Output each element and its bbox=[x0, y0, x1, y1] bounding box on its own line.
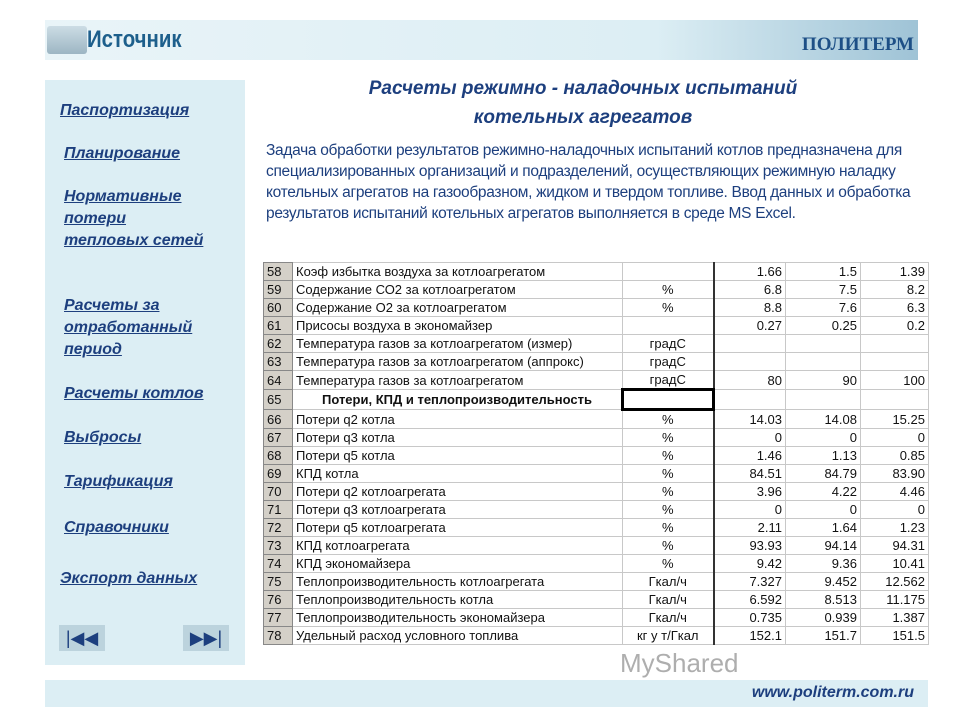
logo-image bbox=[47, 26, 87, 54]
row-name[interactable]: Потери q3 котлоагрегата bbox=[293, 501, 623, 519]
row-name[interactable]: КПД котлоагрегата bbox=[293, 537, 623, 555]
row-number[interactable]: 66 bbox=[264, 410, 293, 429]
value-1[interactable]: 7.327 bbox=[714, 573, 786, 591]
value-1[interactable]: 14.03 bbox=[714, 410, 786, 429]
value-1[interactable]: 0.735 bbox=[714, 609, 786, 627]
row-name[interactable]: Температура газов за котлоагрегатом (измер) bbox=[293, 335, 623, 353]
nav-heat-losses[interactable]: Нормативные потери тепловых сетей bbox=[64, 188, 204, 249]
value-2[interactable]: 0.25 bbox=[786, 317, 861, 335]
table-row bbox=[264, 429, 929, 447]
value-3[interactable]: 1.39 bbox=[861, 263, 929, 281]
value-2[interactable]: 0 bbox=[786, 501, 861, 519]
value-3[interactable]: 10.41 bbox=[861, 555, 929, 573]
table-row bbox=[264, 447, 929, 465]
value-3[interactable]: 15.25 bbox=[861, 410, 929, 429]
table-row bbox=[264, 299, 929, 317]
table-row bbox=[264, 281, 929, 299]
value-3[interactable]: 12.562 bbox=[861, 573, 929, 591]
value-3[interactable]: 94.31 bbox=[861, 537, 929, 555]
row-number[interactable]: 61 bbox=[264, 317, 293, 335]
row-unit[interactable]: % bbox=[623, 555, 714, 573]
row-number[interactable]: 64 bbox=[264, 371, 293, 390]
row-number[interactable]: 63 bbox=[264, 353, 293, 371]
row-unit[interactable]: % bbox=[623, 501, 714, 519]
description: Задача обработки результатов режимно-наладочных испытаний котлов предназначена для специализированных организаций и подразделений, осуществляющих режимную наладку котельных агрегатов на газообразном, жидком и твердом топливе. Ввод данных и обработка результатов испытаний котельных агрегатов выполняется в среде MS Excel. bbox=[266, 142, 911, 222]
row-unit[interactable]: градС bbox=[623, 371, 714, 390]
table-row bbox=[264, 501, 929, 519]
table-row bbox=[264, 591, 929, 609]
value-1[interactable]: 8.8 bbox=[714, 299, 786, 317]
nav-tariffs[interactable]: Тарификация bbox=[64, 473, 173, 490]
row-name[interactable]: Присосы воздуха в экономайзер bbox=[293, 317, 623, 335]
table-row bbox=[264, 390, 929, 410]
next-button[interactable]: ▶▶| bbox=[183, 625, 229, 651]
row-unit[interactable]: % bbox=[623, 483, 714, 501]
row-number[interactable]: 62 bbox=[264, 335, 293, 353]
row-name[interactable]: Коэф избытка воздуха за котлоагрегатом bbox=[293, 263, 623, 281]
value-2[interactable]: 4.22 bbox=[786, 483, 861, 501]
row-name[interactable]: КПД экономайзера bbox=[293, 555, 623, 573]
table-row bbox=[264, 555, 929, 573]
table-row bbox=[264, 263, 929, 281]
row-unit[interactable]: Гкал/ч bbox=[623, 573, 714, 591]
table-row bbox=[264, 627, 929, 645]
footer-bar bbox=[45, 680, 928, 707]
table-row bbox=[264, 537, 929, 555]
prev-button[interactable]: |◀◀ bbox=[59, 625, 105, 651]
value-3[interactable]: 11.175 bbox=[861, 591, 929, 609]
value-1[interactable]: 80 bbox=[714, 371, 786, 390]
value-3[interactable]: 0.85 bbox=[861, 447, 929, 465]
row-name[interactable]: КПД котла bbox=[293, 465, 623, 483]
nav-planning[interactable]: Планирование bbox=[64, 145, 181, 162]
table-row bbox=[264, 335, 929, 353]
row-unit[interactable] bbox=[623, 390, 714, 410]
row-name[interactable]: Потери q5 котла bbox=[293, 447, 623, 465]
row-number[interactable]: 60 bbox=[264, 299, 293, 317]
value-3[interactable] bbox=[861, 390, 929, 410]
company-logo: ПОЛИТЕРМ bbox=[801, 34, 914, 55]
row-number[interactable]: 67 bbox=[264, 429, 293, 447]
row-unit[interactable]: градС bbox=[623, 353, 714, 371]
row-name[interactable]: Удельный расход условного топлива bbox=[293, 627, 623, 645]
value-1[interactable]: 0.27 bbox=[714, 317, 786, 335]
row-unit[interactable]: % bbox=[623, 537, 714, 555]
sidebar bbox=[45, 80, 245, 665]
row-number[interactable]: 65 bbox=[264, 390, 293, 410]
value-2[interactable]: 8.513 bbox=[786, 591, 861, 609]
row-number[interactable]: 74 bbox=[264, 555, 293, 573]
value-3[interactable]: 6.3 bbox=[861, 299, 929, 317]
row-unit[interactable]: кг у т/Гкал bbox=[623, 627, 714, 645]
value-1[interactable]: 2.11 bbox=[714, 519, 786, 537]
row-number[interactable]: 70 bbox=[264, 483, 293, 501]
value-1[interactable] bbox=[714, 335, 786, 353]
nav-emissions[interactable]: Выбросы bbox=[64, 429, 142, 446]
nav-export[interactable]: Экспорт данных bbox=[60, 570, 198, 587]
row-unit[interactable]: % bbox=[623, 429, 714, 447]
value-2[interactable]: 7.5 bbox=[786, 281, 861, 299]
value-3[interactable]: 4.46 bbox=[861, 483, 929, 501]
value-1[interactable]: 84.51 bbox=[714, 465, 786, 483]
value-2[interactable]: 1.5 bbox=[786, 263, 861, 281]
row-name[interactable]: Потери, КПД и теплопроизводительность bbox=[293, 390, 623, 410]
watermark: MyShared bbox=[620, 648, 739, 678]
header-bar bbox=[45, 20, 918, 60]
row-name[interactable]: Теплопроизводительность экономайзера bbox=[293, 609, 623, 627]
value-1[interactable]: 6.592 bbox=[714, 591, 786, 609]
table-row bbox=[264, 371, 929, 390]
value-1[interactable]: 1.46 bbox=[714, 447, 786, 465]
value-3[interactable] bbox=[861, 353, 929, 371]
value-3[interactable]: 0.2 bbox=[861, 317, 929, 335]
value-2[interactable]: 90 bbox=[786, 371, 861, 390]
value-2[interactable]: 0 bbox=[786, 429, 861, 447]
row-unit[interactable]: % bbox=[623, 519, 714, 537]
value-3[interactable]: 83.90 bbox=[861, 465, 929, 483]
row-unit[interactable]: Гкал/ч bbox=[623, 591, 714, 609]
row-name[interactable]: Температура газов за котлоагрегатом (аппрокс) bbox=[293, 353, 623, 371]
page-title bbox=[266, 74, 900, 132]
value-2[interactable]: 14.08 bbox=[786, 410, 861, 429]
value-1[interactable]: 0 bbox=[714, 501, 786, 519]
row-number[interactable]: 75 bbox=[264, 573, 293, 591]
title-line-2: котельных агрегатов bbox=[473, 107, 693, 128]
website-link[interactable]: www.politerm.com.ru bbox=[751, 684, 914, 701]
row-name[interactable]: Содержание О2 за котлоагрегатом bbox=[293, 299, 623, 317]
row-unit[interactable]: % bbox=[623, 299, 714, 317]
row-name[interactable]: Содержание СО2 за котлоагрегатом bbox=[293, 281, 623, 299]
row-number[interactable]: 72 bbox=[264, 519, 293, 537]
row-name[interactable]: Теплопроизводительность котлоагрегата bbox=[293, 573, 623, 591]
value-1[interactable] bbox=[714, 390, 786, 410]
row-unit[interactable]: градС bbox=[623, 335, 714, 353]
value-2[interactable]: 9.452 bbox=[786, 573, 861, 591]
value-3[interactable]: 0 bbox=[861, 429, 929, 447]
row-name[interactable]: Температура газов за котлоагрегатом bbox=[293, 371, 623, 390]
value-3[interactable]: 8.2 bbox=[861, 281, 929, 299]
brand-title: Источник bbox=[87, 26, 182, 53]
row-number[interactable]: 77 bbox=[264, 609, 293, 627]
value-1[interactable] bbox=[714, 353, 786, 371]
row-number[interactable]: 78 bbox=[264, 627, 293, 645]
row-name[interactable]: Потери q5 котлоагрегата bbox=[293, 519, 623, 537]
value-2[interactable]: 94.14 bbox=[786, 537, 861, 555]
value-1[interactable]: 1.66 bbox=[714, 263, 786, 281]
nav-boiler-calc[interactable]: Расчеты котлов bbox=[64, 385, 204, 402]
table-row bbox=[264, 483, 929, 501]
row-number[interactable]: 71 bbox=[264, 501, 293, 519]
table-row bbox=[264, 410, 929, 429]
value-1[interactable]: 0 bbox=[714, 429, 786, 447]
value-2[interactable]: 1.13 bbox=[786, 447, 861, 465]
value-2[interactable] bbox=[786, 353, 861, 371]
value-2[interactable] bbox=[786, 335, 861, 353]
row-name[interactable]: Потери q2 котлоагрегата bbox=[293, 483, 623, 501]
row-number[interactable]: 76 bbox=[264, 591, 293, 609]
value-1[interactable]: 93.93 bbox=[714, 537, 786, 555]
title-line-1: Расчеты режимно - наладочных испытаний bbox=[368, 78, 798, 99]
row-number[interactable]: 69 bbox=[264, 465, 293, 483]
nav-period-calc[interactable]: Расчеты за отработанный период bbox=[64, 297, 193, 358]
table-row bbox=[264, 573, 929, 591]
row-name[interactable]: Теплопроизводительность котла bbox=[293, 591, 623, 609]
value-3[interactable]: 0 bbox=[861, 501, 929, 519]
value-1[interactable]: 6.8 bbox=[714, 281, 786, 299]
table-row bbox=[264, 465, 929, 483]
nav-passport[interactable]: Паспортизация bbox=[60, 102, 190, 119]
value-3[interactable]: 1.23 bbox=[861, 519, 929, 537]
value-3[interactable]: 151.5 bbox=[861, 627, 929, 645]
row-unit[interactable]: Гкал/ч bbox=[623, 609, 714, 627]
value-2[interactable]: 9.36 bbox=[786, 555, 861, 573]
value-3[interactable] bbox=[861, 335, 929, 353]
value-2[interactable]: 1.64 bbox=[786, 519, 861, 537]
row-name[interactable]: Потери q2 котла bbox=[293, 410, 623, 429]
table-row bbox=[264, 609, 929, 627]
table-row bbox=[264, 353, 929, 371]
value-1[interactable]: 152.1 bbox=[714, 627, 786, 645]
row-unit[interactable]: % bbox=[623, 281, 714, 299]
value-3[interactable]: 1.387 bbox=[861, 609, 929, 627]
row-number[interactable]: 73 bbox=[264, 537, 293, 555]
row-unit[interactable] bbox=[623, 263, 714, 281]
row-unit[interactable]: % bbox=[623, 447, 714, 465]
value-2[interactable]: 84.79 bbox=[786, 465, 861, 483]
value-1[interactable]: 3.96 bbox=[714, 483, 786, 501]
value-3[interactable]: 100 bbox=[861, 371, 929, 390]
row-name[interactable]: Потери q3 котла bbox=[293, 429, 623, 447]
row-number[interactable]: 68 bbox=[264, 447, 293, 465]
row-unit[interactable]: % bbox=[623, 410, 714, 429]
row-unit[interactable]: % bbox=[623, 465, 714, 483]
nav-references[interactable]: Справочники bbox=[64, 519, 169, 536]
row-unit[interactable] bbox=[623, 317, 714, 335]
row-number[interactable]: 58 bbox=[264, 263, 293, 281]
value-2[interactable]: 7.6 bbox=[786, 299, 861, 317]
value-2[interactable]: 151.7 bbox=[786, 627, 861, 645]
row-number[interactable]: 59 bbox=[264, 281, 293, 299]
table-row bbox=[264, 317, 929, 335]
value-1[interactable]: 9.42 bbox=[714, 555, 786, 573]
value-2[interactable]: 0.939 bbox=[786, 609, 861, 627]
value-2[interactable] bbox=[786, 390, 861, 410]
table-row bbox=[264, 519, 929, 537]
excel-table bbox=[263, 262, 929, 645]
